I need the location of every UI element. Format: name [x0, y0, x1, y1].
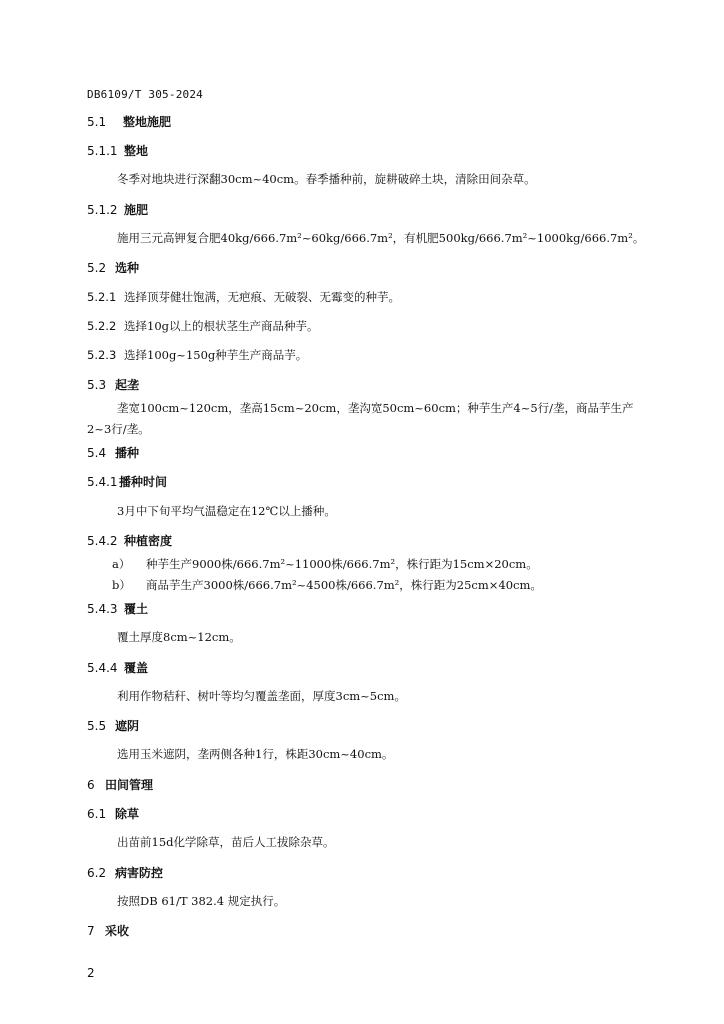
heading-6-1: [87, 805, 139, 822]
section-number: 5.2: [87, 261, 107, 275]
section-number: 5.4.2: [87, 534, 118, 548]
paragraph-5-4-1: 3月中下旬平均气温稳定在12℃以上播种。: [117, 504, 336, 518]
section-title: 起垄: [115, 378, 140, 392]
heading-5-4: [87, 444, 139, 461]
section-number: 5.2.3: [87, 348, 117, 362]
section-title: 整地施肥: [123, 115, 172, 129]
section-number: 5.3: [87, 378, 107, 392]
paragraph-5-2-1: [87, 289, 400, 305]
heading-6: [87, 776, 153, 793]
section-number: 5.5: [87, 719, 107, 733]
paragraph-6-2: 按照DB 61/T 382.4 规定执行。: [117, 894, 286, 908]
paragraph-5-4-4: 利用作物秸秆、树叶等均匀覆盖垄面，厚度3cm~5cm。: [117, 689, 406, 703]
clause-text: 选择顶芽健壮饱满，无疤痕、无破裂、无霉变的种芋。: [124, 290, 400, 304]
heading-6-2: [87, 864, 163, 881]
heading-5-4-2: [87, 532, 172, 549]
section-title: 覆土: [124, 602, 149, 616]
section-number: 6.1: [87, 807, 107, 821]
list-item-text: 商品芋生产3000株/666.7m²~4500株/666.7m²，株行距为25cm×40cm。: [146, 578, 542, 592]
section-number: 6: [87, 778, 95, 792]
paragraph-5-5: 选用玉米遮阴，垄两侧各种1行，株距30cm~40cm。: [117, 747, 394, 761]
section-number: 5.2.1: [87, 290, 117, 304]
paragraph-5-2-2: [87, 318, 319, 334]
section-title: 采收: [105, 924, 130, 938]
heading-5-2: [87, 259, 139, 276]
section-title: 除草: [115, 807, 140, 821]
section-number: 5.1.2: [87, 203, 118, 217]
section-title: 播种: [115, 446, 140, 460]
heading-5-3: [87, 376, 139, 393]
heading-5-5: [87, 717, 139, 734]
section-number: 5.1: [87, 115, 107, 129]
standard-number: DB6109/T 305-2024: [87, 88, 203, 101]
section-title: 遮阴: [115, 719, 140, 733]
section-number: 5.1.1: [87, 144, 118, 158]
section-number: 5.4.3: [87, 602, 118, 616]
heading-5-1: [87, 113, 171, 130]
page-number: 2: [87, 966, 95, 980]
heading-5-1-2: [87, 201, 148, 218]
paragraph-5-4-3: 覆土厚度8cm~12cm。: [117, 630, 241, 644]
paragraph-5-2-3: [87, 347, 307, 363]
heading-5-4-3: [87, 600, 148, 617]
list-item-b: [112, 577, 542, 593]
clause-text: 选择100g~150g种芋生产商品芋。: [124, 348, 308, 362]
section-title: 施肥: [124, 203, 149, 217]
list-item-a: [112, 556, 538, 572]
list-marker: a）: [112, 557, 131, 571]
paragraph-5-1-2: 施用三元高钾复合肥40kg/666.7m²~60kg/666.7m²，有机肥500kg/666.7m²~1000kg/666.7m²。: [117, 231, 645, 245]
heading-5-1-1: [87, 142, 148, 159]
heading-5-4-4: [87, 659, 148, 676]
section-title: 病害防控: [115, 866, 164, 880]
heading-7: [87, 922, 129, 939]
list-marker: b）: [112, 578, 131, 592]
clause-text: 选择10g以上的根状茎生产商品种芋。: [124, 319, 319, 333]
section-number: 5.4.1: [87, 475, 118, 489]
section-title: 选种: [115, 261, 140, 275]
section-title: 种植密度: [124, 534, 173, 548]
section-number: 7: [87, 924, 95, 938]
paragraph-5-1-1: 冬季对地块进行深翻30cm~40cm。春季播种前，旋耕破碎土块，清除田间杂草。: [117, 172, 536, 186]
section-title: 覆盖: [124, 661, 149, 675]
section-number: 5.4: [87, 446, 107, 460]
paragraph-6-1: 出苗前15d化学除草，苗后人工拔除杂草。: [117, 835, 335, 849]
section-number: 5.2.2: [87, 319, 117, 333]
paragraph-5-3: 垄宽100cm~120cm，垄高15cm~20cm，垄沟宽50cm~60cm；种芋生产4~5行/垄，商品芋生产2~3行/垄。: [87, 401, 634, 436]
list-item-text: 种芋生产9000株/666.7m²~11000株/666.7m²，株行距为15cm×20cm。: [146, 557, 538, 571]
section-number: 6.2: [87, 866, 107, 880]
heading-5-4-1: [87, 473, 167, 490]
section-title: 田间管理: [105, 778, 154, 792]
section-title: 整地: [124, 144, 149, 158]
section-number: 5.4.4: [87, 661, 118, 675]
section-title: 播种时间: [119, 475, 168, 489]
